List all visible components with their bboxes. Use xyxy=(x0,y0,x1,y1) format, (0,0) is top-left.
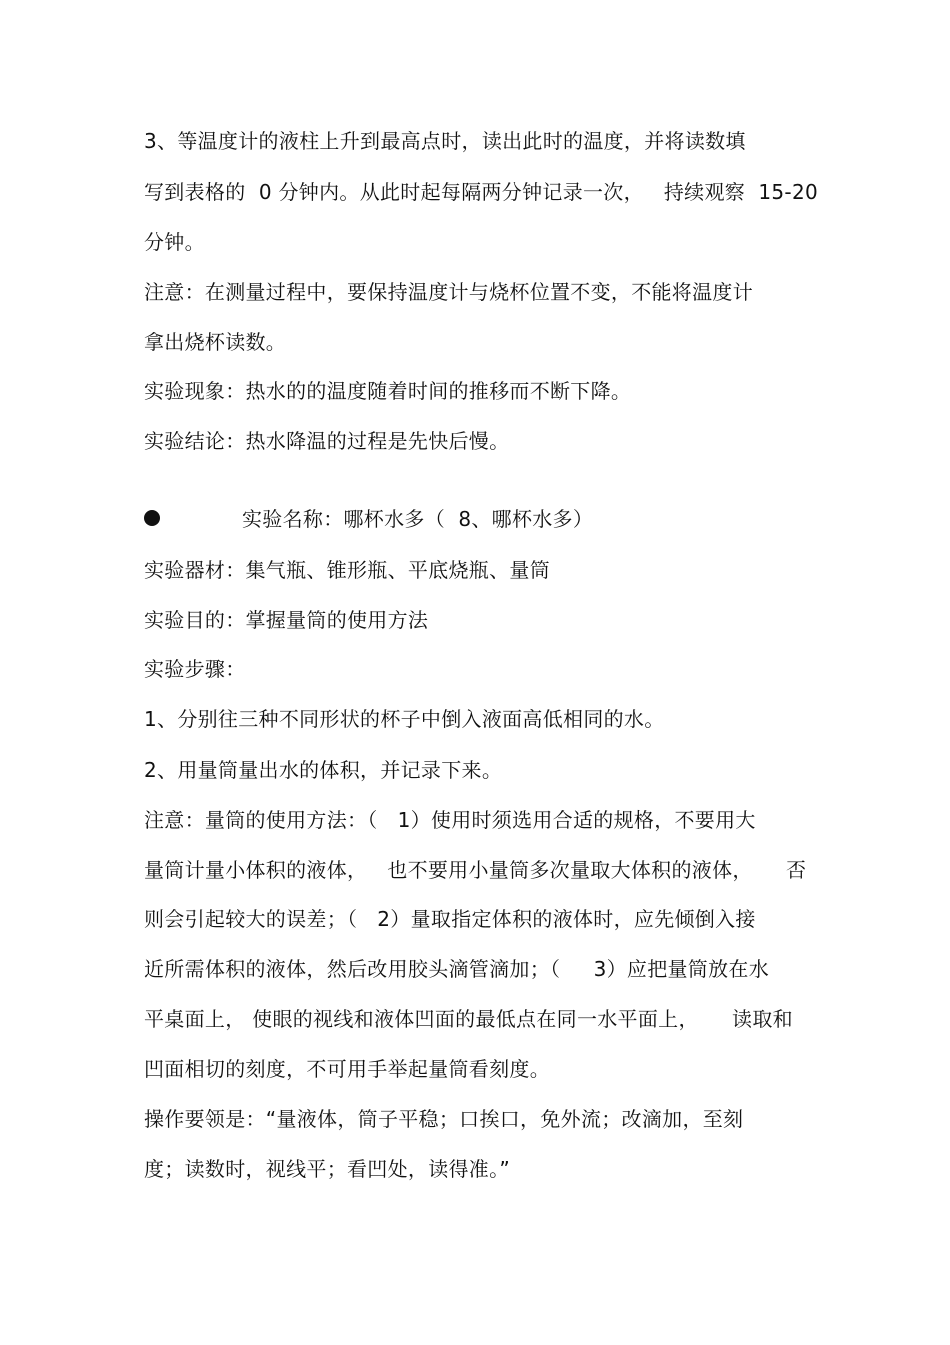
note-line-2: 拿出烧杯读数。 xyxy=(144,330,287,354)
key-points-line-2: 度；读数时，视线平；看凹处，读得准。” xyxy=(144,1157,511,1181)
key-points-line-1: 操作要领是：“量液体，筒子平稳；口挨口，免外流；改滴加，至刻 xyxy=(144,1107,744,1131)
equipment-text: 实验器材：集气瓶、锥形瓶、平底烧瓶、量筒 xyxy=(144,558,550,582)
bullet-icon xyxy=(144,510,160,526)
note2-line-6: 凹面相切的刻度，不可用手举起量筒看刻度。 xyxy=(144,1057,550,1081)
note2-line-2: 量筒计量小体积的液体， 也不要用小量筒多次量取大体积的液体， 否 xyxy=(144,858,807,882)
experiment-title: 实验名称：哪杯水多（ 8、哪杯水多） xyxy=(242,507,594,531)
note-line-1: 注意：在测量过程中，要保持温度计与烧杯位置不变，不能将温度计 xyxy=(144,280,753,304)
purpose-text: 实验目的：掌握量筒的使用方法 xyxy=(144,608,429,632)
step-2: 2、用量筒量出水的体积，并记录下来。 xyxy=(144,758,503,782)
step-1: 1、分别往三种不同形状的杯子中倒入液面高低相同的水。 xyxy=(144,707,665,731)
note2-line-5: 平桌面上， 使眼的视线和液体凹面的最低点在同一水平面上， 读取和 xyxy=(144,1007,793,1031)
note2-line-4: 近所需体积的液体，然后改用胶头滴管滴加；（ 3）应把量筒放在水 xyxy=(144,957,770,981)
step3-line-1: 3、等温度计的液柱上升到最高点时，读出此时的温度，并将读数填 xyxy=(144,129,746,153)
phenomenon-text: 实验现象：热水的的温度随着时间的推移而不断下降。 xyxy=(144,379,632,403)
note2-line-1: 注意：量筒的使用方法：（ 1）使用时须选用合适的规格，不要用大 xyxy=(144,808,756,832)
conclusion-text: 实验结论：热水降温的过程是先快后慢。 xyxy=(144,429,510,453)
steps-heading: 实验步骤： xyxy=(144,657,246,681)
step3-line-3: 分钟。 xyxy=(144,230,205,254)
step3-line-2: 写到表格的 0 分钟内。从此时起每隔两分钟记录一次， 持续观察 15-20 xyxy=(144,180,818,204)
note2-line-3: 则会引起较大的误差；（ 2）量取指定体积的液体时，应先倾倒入接 xyxy=(144,907,756,931)
